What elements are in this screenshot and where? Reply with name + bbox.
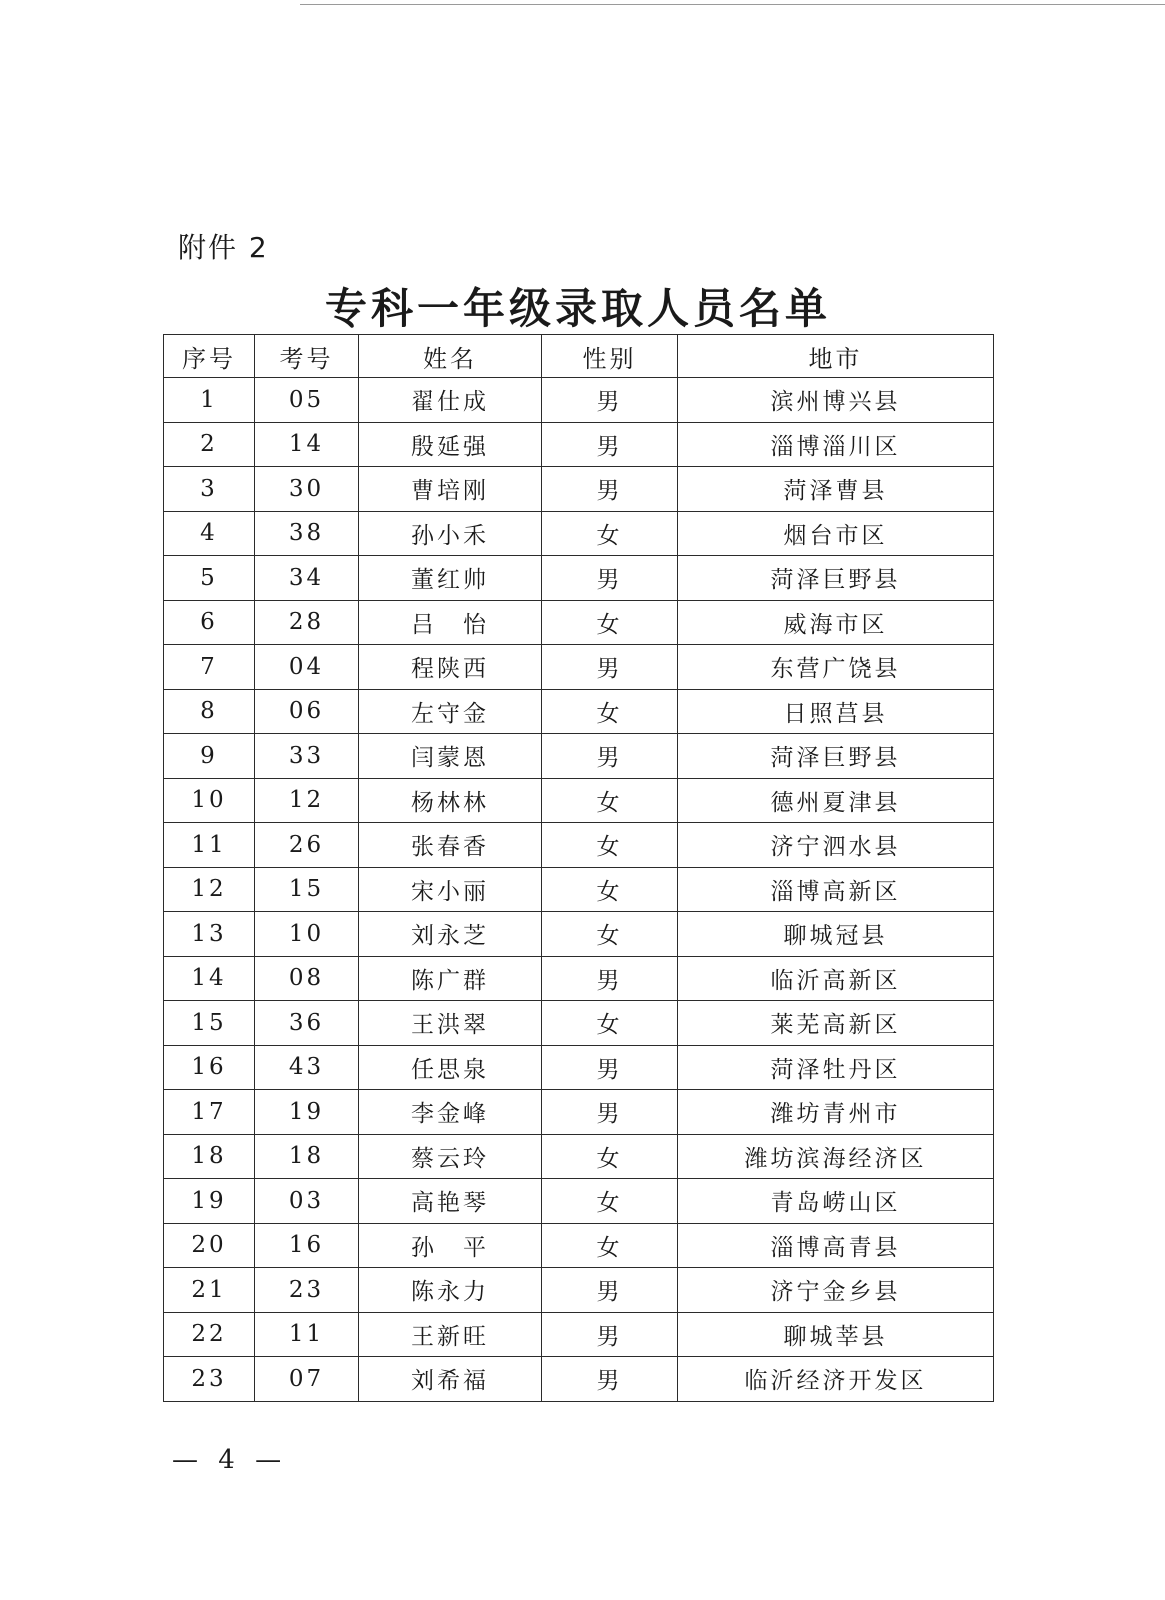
table-row xyxy=(164,556,994,601)
cell-exam-no: 43 xyxy=(255,1045,359,1090)
table-row xyxy=(164,1179,994,1224)
cell-region: 德州夏津县 xyxy=(678,778,994,823)
cell-region: 济宁金乡县 xyxy=(678,1268,994,1313)
table-row xyxy=(164,1268,994,1313)
table-body xyxy=(164,378,994,1402)
cell-exam-no: 12 xyxy=(255,778,359,823)
attachment-label: 附件 2 xyxy=(178,231,269,264)
table-row xyxy=(164,689,994,734)
cell-region: 日照莒县 xyxy=(678,689,994,734)
cell-sex: 男 xyxy=(542,467,678,512)
cell-exam-no: 15 xyxy=(255,867,359,912)
table-row xyxy=(164,467,994,512)
table-row xyxy=(164,511,994,556)
cell-seq: 16 xyxy=(164,1045,255,1090)
table-row xyxy=(164,1090,994,1135)
page-number: — 4 — xyxy=(172,1445,288,1475)
cell-exam-no: 19 xyxy=(255,1090,359,1135)
document-title: 专科一年级录取人员名单 xyxy=(324,284,831,333)
cell-region: 聊城莘县 xyxy=(678,1312,994,1357)
cell-name: 孙小禾 xyxy=(359,511,542,556)
cell-seq: 13 xyxy=(164,912,255,957)
cell-sex: 女 xyxy=(542,1223,678,1268)
cell-region: 青岛崂山区 xyxy=(678,1179,994,1224)
cell-exam-no: 34 xyxy=(255,556,359,601)
cell-exam-no: 11 xyxy=(255,1312,359,1357)
cell-name: 曹培刚 xyxy=(359,467,542,512)
cell-name: 程陕西 xyxy=(359,645,542,690)
column-header-sex: 性别 xyxy=(542,335,678,378)
cell-seq: 11 xyxy=(164,823,255,868)
cell-seq: 18 xyxy=(164,1134,255,1179)
cell-sex: 男 xyxy=(542,956,678,1001)
cell-region: 临沂高新区 xyxy=(678,956,994,1001)
cell-region: 菏泽巨野县 xyxy=(678,734,994,779)
cell-region: 烟台市区 xyxy=(678,511,994,556)
cell-seq: 17 xyxy=(164,1090,255,1135)
cell-sex: 女 xyxy=(542,912,678,957)
cell-seq: 5 xyxy=(164,556,255,601)
cell-sex: 男 xyxy=(542,378,678,423)
table-row xyxy=(164,956,994,1001)
cell-exam-no: 06 xyxy=(255,689,359,734)
cell-exam-no: 04 xyxy=(255,645,359,690)
cell-seq: 23 xyxy=(164,1357,255,1402)
cell-seq: 14 xyxy=(164,956,255,1001)
cell-exam-no: 26 xyxy=(255,823,359,868)
cell-sex: 男 xyxy=(542,1312,678,1357)
cell-seq: 8 xyxy=(164,689,255,734)
top-rule xyxy=(300,4,1165,5)
cell-name: 董红帅 xyxy=(359,556,542,601)
cell-name: 王洪翠 xyxy=(359,1001,542,1046)
cell-sex: 女 xyxy=(542,600,678,645)
cell-region: 潍坊滨海经济区 xyxy=(678,1134,994,1179)
table-row xyxy=(164,645,994,690)
cell-sex: 女 xyxy=(542,867,678,912)
cell-seq: 1 xyxy=(164,378,255,423)
column-header-exam-no: 考号 xyxy=(255,335,359,378)
cell-exam-no: 16 xyxy=(255,1223,359,1268)
cell-seq: 20 xyxy=(164,1223,255,1268)
cell-sex: 男 xyxy=(542,645,678,690)
cell-region: 淄博高青县 xyxy=(678,1223,994,1268)
table-header-row xyxy=(164,335,994,378)
cell-region: 济宁泗水县 xyxy=(678,823,994,868)
table-row xyxy=(164,1045,994,1090)
cell-name: 蔡云玲 xyxy=(359,1134,542,1179)
admission-table xyxy=(163,334,994,1402)
cell-name: 王新旺 xyxy=(359,1312,542,1357)
cell-exam-no: 14 xyxy=(255,422,359,467)
table-row xyxy=(164,734,994,779)
cell-sex: 男 xyxy=(542,1268,678,1313)
cell-seq: 21 xyxy=(164,1268,255,1313)
cell-name: 杨林林 xyxy=(359,778,542,823)
cell-exam-no: 33 xyxy=(255,734,359,779)
cell-sex: 女 xyxy=(542,511,678,556)
cell-exam-no: 10 xyxy=(255,912,359,957)
cell-region: 临沂经济开发区 xyxy=(678,1357,994,1402)
cell-region: 菏泽巨野县 xyxy=(678,556,994,601)
table-row xyxy=(164,912,994,957)
table-row xyxy=(164,778,994,823)
cell-exam-no: 28 xyxy=(255,600,359,645)
cell-region: 潍坊青州市 xyxy=(678,1090,994,1135)
cell-sex: 男 xyxy=(542,1045,678,1090)
cell-region: 东营广饶县 xyxy=(678,645,994,690)
cell-name: 左守金 xyxy=(359,689,542,734)
table-row xyxy=(164,1357,994,1402)
cell-region: 菏泽牡丹区 xyxy=(678,1045,994,1090)
table-row xyxy=(164,867,994,912)
cell-sex: 男 xyxy=(542,556,678,601)
cell-exam-no: 38 xyxy=(255,511,359,556)
cell-sex: 女 xyxy=(542,1179,678,1224)
column-header-name: 姓名 xyxy=(359,335,542,378)
cell-name: 翟仕成 xyxy=(359,378,542,423)
table-row xyxy=(164,823,994,868)
cell-name: 李金峰 xyxy=(359,1090,542,1135)
cell-exam-no: 03 xyxy=(255,1179,359,1224)
cell-seq: 6 xyxy=(164,600,255,645)
cell-name: 吕 怡 xyxy=(359,600,542,645)
cell-name: 刘希福 xyxy=(359,1357,542,1402)
cell-seq: 7 xyxy=(164,645,255,690)
cell-region: 菏泽曹县 xyxy=(678,467,994,512)
cell-name: 闫蒙恩 xyxy=(359,734,542,779)
cell-seq: 19 xyxy=(164,1179,255,1224)
cell-seq: 12 xyxy=(164,867,255,912)
cell-sex: 男 xyxy=(542,1090,678,1135)
table-row xyxy=(164,422,994,467)
cell-name: 刘永芝 xyxy=(359,912,542,957)
table-row xyxy=(164,378,994,423)
cell-sex: 女 xyxy=(542,1134,678,1179)
cell-exam-no: 36 xyxy=(255,1001,359,1046)
cell-name: 陈广群 xyxy=(359,956,542,1001)
cell-sex: 女 xyxy=(542,689,678,734)
cell-region: 莱芜高新区 xyxy=(678,1001,994,1046)
cell-exam-no: 08 xyxy=(255,956,359,1001)
cell-name: 孙 平 xyxy=(359,1223,542,1268)
cell-name: 宋小丽 xyxy=(359,867,542,912)
cell-name: 张春香 xyxy=(359,823,542,868)
cell-exam-no: 18 xyxy=(255,1134,359,1179)
table-row xyxy=(164,600,994,645)
cell-seq: 15 xyxy=(164,1001,255,1046)
cell-name: 殷延强 xyxy=(359,422,542,467)
cell-sex: 女 xyxy=(542,778,678,823)
cell-exam-no: 05 xyxy=(255,378,359,423)
cell-seq: 3 xyxy=(164,467,255,512)
cell-seq: 9 xyxy=(164,734,255,779)
table-row xyxy=(164,1312,994,1357)
cell-sex: 女 xyxy=(542,1001,678,1046)
cell-region: 滨州博兴县 xyxy=(678,378,994,423)
cell-exam-no: 23 xyxy=(255,1268,359,1313)
cell-name: 高艳琴 xyxy=(359,1179,542,1224)
cell-seq: 4 xyxy=(164,511,255,556)
cell-exam-no: 30 xyxy=(255,467,359,512)
cell-sex: 男 xyxy=(542,734,678,779)
cell-seq: 2 xyxy=(164,422,255,467)
cell-exam-no: 07 xyxy=(255,1357,359,1402)
cell-region: 聊城冠县 xyxy=(678,912,994,957)
cell-name: 陈永力 xyxy=(359,1268,542,1313)
column-header-region: 地市 xyxy=(678,335,994,378)
table-row xyxy=(164,1001,994,1046)
cell-sex: 男 xyxy=(542,422,678,467)
cell-seq: 22 xyxy=(164,1312,255,1357)
cell-region: 淄博淄川区 xyxy=(678,422,994,467)
column-header-seq: 序号 xyxy=(164,335,255,378)
cell-sex: 男 xyxy=(542,1357,678,1402)
cell-seq: 10 xyxy=(164,778,255,823)
cell-region: 淄博高新区 xyxy=(678,867,994,912)
cell-name: 任思泉 xyxy=(359,1045,542,1090)
cell-sex: 女 xyxy=(542,823,678,868)
cell-region: 威海市区 xyxy=(678,600,994,645)
table-row xyxy=(164,1134,994,1179)
table-row xyxy=(164,1223,994,1268)
